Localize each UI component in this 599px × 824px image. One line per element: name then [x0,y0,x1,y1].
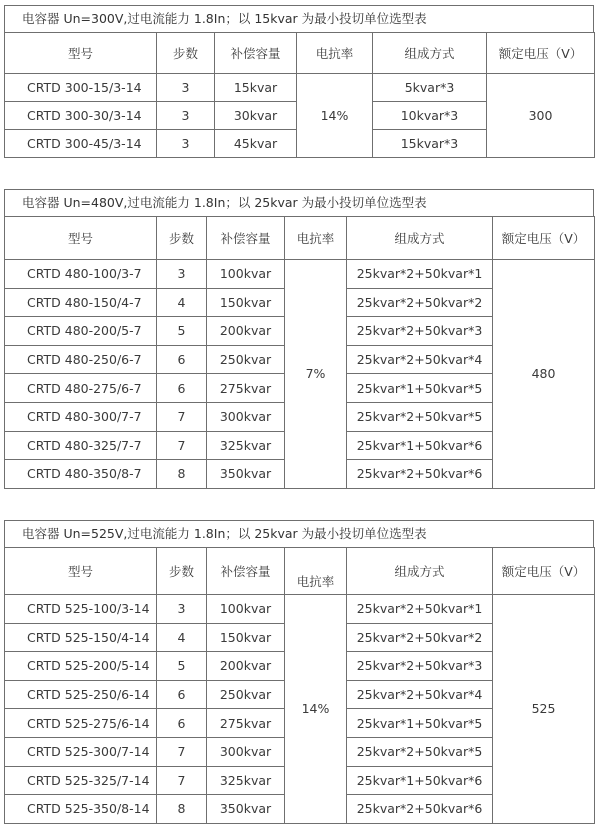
cell-model: CRTD 300-45/3-14 [5,130,157,158]
cell-model: CRTD 525-250/6-14 [5,681,157,710]
cell-model: CRTD 525-150/4-14 [5,624,157,653]
cell-capacity: 15kvar [215,74,297,102]
spec-table [4,547,595,824]
header-reactance: 电抗率 [285,217,347,260]
header-reactance: 电抗率 [285,548,347,595]
cell-composition: 25kvar*2+50kvar*3 [347,652,493,681]
header-steps: 步数 [157,548,207,595]
cell-steps: 3 [157,74,215,102]
cell-composition: 25kvar*2+50kvar*2 [347,289,493,318]
table-row [5,260,595,289]
table-caption: 电容器 Un=525V,过电流能力 1.8In；以 25kvar 为最小投切单位选型表 [4,520,594,547]
cell-capacity: 30kvar [215,102,297,130]
cell-voltage: 525 [493,595,595,824]
cell-capacity: 275kvar [207,374,285,403]
cell-composition: 25kvar*2+50kvar*5 [347,738,493,767]
cell-steps: 3 [157,260,207,289]
header-reactance: 电抗率 [297,33,373,74]
spec-table [4,32,595,158]
cell-steps: 6 [157,346,207,375]
cell-steps: 5 [157,652,207,681]
cell-steps: 7 [157,738,207,767]
cell-model: CRTD 480-200/5-7 [5,317,157,346]
cell-capacity: 325kvar [207,767,285,796]
cell-capacity: 250kvar [207,681,285,710]
cell-steps: 6 [157,681,207,710]
cell-composition: 25kvar*2+50kvar*6 [347,460,493,489]
spec-table [4,216,595,489]
cell-steps: 6 [157,709,207,738]
selection-table-300v [4,5,594,158]
table-caption: 电容器 Un=480V,过电流能力 1.8In；以 25kvar 为最小投切单位选型表 [4,189,594,216]
header-row [5,33,595,74]
cell-steps: 5 [157,317,207,346]
header-capacity: 补偿容量 [207,548,285,595]
cell-composition: 25kvar*2+50kvar*1 [347,595,493,624]
cell-steps: 7 [157,767,207,796]
cell-model: CRTD 525-275/6-14 [5,709,157,738]
cell-reactance: 7% [285,260,347,489]
cell-model: CRTD 480-325/7-7 [5,432,157,461]
cell-voltage: 480 [493,260,595,489]
cell-composition: 25kvar*2+50kvar*1 [347,260,493,289]
table-row [5,595,595,624]
cell-capacity: 250kvar [207,346,285,375]
cell-model: CRTD 300-30/3-14 [5,102,157,130]
header-model: 型号 [5,548,157,595]
cell-composition: 5kvar*3 [373,74,487,102]
cell-composition: 25kvar*2+50kvar*4 [347,346,493,375]
cell-composition: 25kvar*2+50kvar*5 [347,403,493,432]
cell-capacity: 300kvar [207,738,285,767]
cell-capacity: 200kvar [207,652,285,681]
header-row [5,548,595,595]
cell-capacity: 350kvar [207,795,285,824]
header-voltage: 额定电压（V） [493,217,595,260]
table-row [5,74,595,102]
header-capacity: 补偿容量 [215,33,297,74]
cell-steps: 4 [157,289,207,318]
header-voltage: 额定电压（V） [487,33,595,74]
cell-steps: 7 [157,403,207,432]
cell-capacity: 150kvar [207,289,285,318]
cell-composition: 25kvar*2+50kvar*4 [347,681,493,710]
cell-steps: 8 [157,460,207,489]
cell-composition: 25kvar*1+50kvar*6 [347,767,493,796]
cell-model: CRTD 480-275/6-7 [5,374,157,403]
cell-steps: 3 [157,130,215,158]
header-model: 型号 [5,33,157,74]
cell-model: CRTD 480-350/8-7 [5,460,157,489]
header-row [5,217,595,260]
header-voltage: 额定电压（V） [493,548,595,595]
header-capacity: 补偿容量 [207,217,285,260]
cell-capacity: 100kvar [207,595,285,624]
cell-composition: 25kvar*2+50kvar*3 [347,317,493,346]
cell-composition: 25kvar*1+50kvar*5 [347,374,493,403]
cell-composition: 25kvar*1+50kvar*6 [347,432,493,461]
cell-model: CRTD 525-200/5-14 [5,652,157,681]
cell-voltage: 300 [487,74,595,158]
header-steps: 步数 [157,33,215,74]
cell-steps: 8 [157,795,207,824]
cell-model: CRTD 525-350/8-14 [5,795,157,824]
cell-capacity: 300kvar [207,403,285,432]
header-composition: 组成方式 [347,217,493,260]
cell-model: CRTD 300-15/3-14 [5,74,157,102]
cell-composition: 25kvar*2+50kvar*6 [347,795,493,824]
cell-model: CRTD 480-250/6-7 [5,346,157,375]
cell-steps: 7 [157,432,207,461]
cell-reactance: 14% [285,595,347,824]
header-steps: 步数 [157,217,207,260]
selection-table-525v [4,520,594,824]
cell-composition: 25kvar*1+50kvar*5 [347,709,493,738]
cell-model: CRTD 480-300/7-7 [5,403,157,432]
cell-model: CRTD 480-100/3-7 [5,260,157,289]
cell-composition: 10kvar*3 [373,102,487,130]
cell-model: CRTD 525-300/7-14 [5,738,157,767]
cell-steps: 4 [157,624,207,653]
selection-table-480v [4,189,594,489]
table-caption: 电容器 Un=300V,过电流能力 1.8In；以 15kvar 为最小投切单位选型表 [4,5,594,32]
cell-capacity: 275kvar [207,709,285,738]
cell-capacity: 150kvar [207,624,285,653]
cell-composition: 25kvar*2+50kvar*2 [347,624,493,653]
cell-reactance: 14% [297,74,373,158]
cell-steps: 3 [157,102,215,130]
cell-capacity: 45kvar [215,130,297,158]
cell-model: CRTD 525-325/7-14 [5,767,157,796]
header-composition: 组成方式 [347,548,493,595]
cell-capacity: 325kvar [207,432,285,461]
cell-model: CRTD 480-150/4-7 [5,289,157,318]
cell-steps: 6 [157,374,207,403]
cell-capacity: 100kvar [207,260,285,289]
cell-capacity: 350kvar [207,460,285,489]
cell-capacity: 200kvar [207,317,285,346]
cell-steps: 3 [157,595,207,624]
header-composition: 组成方式 [373,33,487,74]
header-model: 型号 [5,217,157,260]
cell-composition: 15kvar*3 [373,130,487,158]
cell-model: CRTD 525-100/3-14 [5,595,157,624]
